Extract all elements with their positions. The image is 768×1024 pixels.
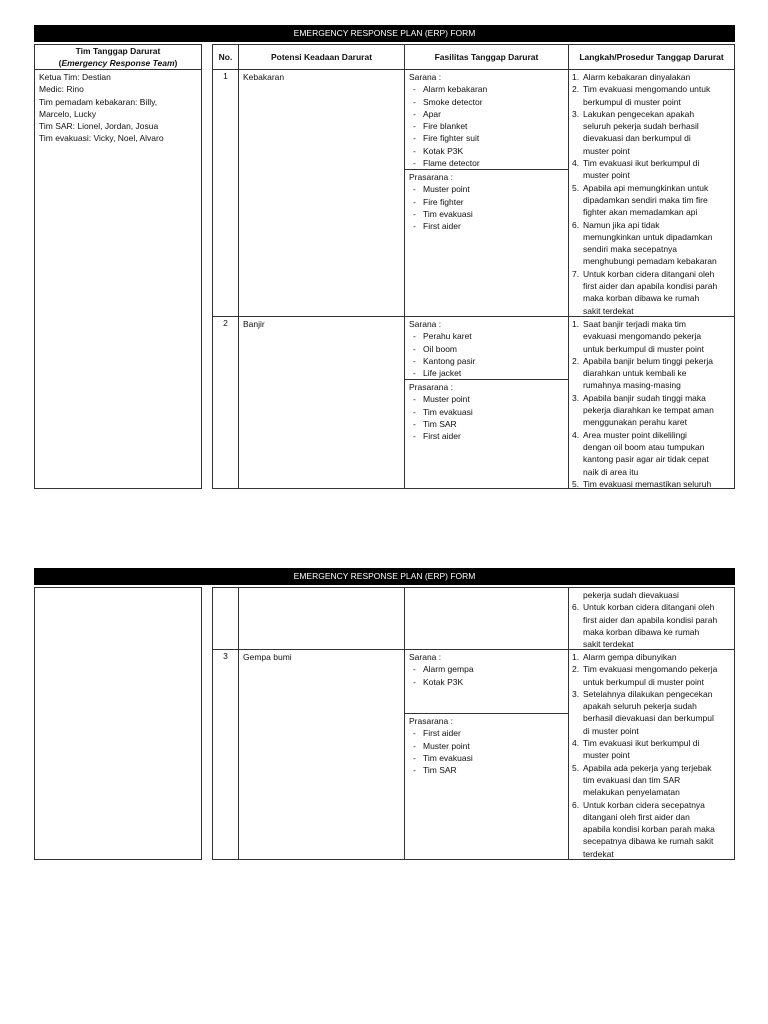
row-1-potensi: Kebakaran: [238, 69, 405, 317]
step-item: 6. Untuk korban cidera ditangani oleh first aider dan apabila kondisi parah maka korban dibawa ke rumah sakit terdekat: [572, 602, 718, 650]
row-3-no: 3: [212, 649, 239, 860]
team-line: Tim pemadam kebakaran: Billy,: [39, 96, 158, 107]
sarana-label: Sarana :: [409, 319, 442, 329]
team-line: Marcelo, Lucky: [39, 108, 97, 119]
step-item: 1. Alarm gempa dibunyikan: [572, 652, 677, 662]
row-1-langkah: [568, 69, 735, 317]
sarana-label: Sarana :: [409, 72, 442, 82]
prasarana-label: Prasarana :: [409, 382, 453, 392]
erp-form-page-2: [34, 568, 735, 860]
sarana-item: - Fire fighter suit: [409, 132, 564, 144]
sarana-item: - Kantong pasir: [409, 355, 564, 367]
sarana-item: - Life jacket: [409, 367, 564, 379]
row-2-fasilitas: [404, 316, 569, 489]
sarana-item: - Fire blanket: [409, 120, 564, 132]
prasarana-label: Prasarana :: [409, 716, 453, 726]
prasarana-item: - Tim SAR: [409, 418, 564, 430]
step-item: 3. Setelahnya dilakukan pengecekan apakah seluruh pekerja sudah berhasil dievakuasi dan berkumpul di muster point: [572, 688, 714, 736]
step-item: pekerja sudah dievakuasi: [583, 590, 679, 600]
prasarana-item: - First aider: [409, 220, 564, 232]
row-1-fasilitas: [404, 69, 569, 317]
team-continued: [34, 587, 202, 860]
step-item: 1. Alarm kebakaran dinyalakan: [572, 72, 691, 82]
prasarana-item: - First aider: [409, 727, 564, 739]
team-line: Tim SAR: Lionel, Jordan, Josua: [39, 121, 159, 132]
cont-no: [212, 587, 239, 650]
prasarana-item: - Tim SAR: [409, 764, 564, 776]
step-item: 5. Apabila api memungkinkan untuk dipadamkan sendiri maka tim fire fighter akan memadamkan api: [572, 182, 709, 218]
row-2-potensi: Banjir: [238, 316, 405, 489]
prasarana-item: - Tim evakuasi: [409, 752, 564, 764]
step-item: 6. Untuk korban cidera secepatnya ditangani oleh first aider dan apabila kondisi korban parah maka secepatnya dibawa ke rumah sakit terdekat: [572, 799, 715, 859]
step-item: 2. Tim evakuasi mengomando pekerja untuk berkumpul di muster point: [572, 664, 718, 687]
erp-form-page-1: [34, 25, 735, 489]
team-line: Tim evakuasi: Vicky, Noel, Alvaro: [39, 133, 164, 144]
prasarana-item: - Muster point: [409, 393, 564, 405]
step-item: 4. Tim evakuasi ikut berkumpul di muster point: [572, 738, 700, 761]
row-2-no: 2: [212, 316, 239, 489]
prasarana-item: - Fire fighter: [409, 196, 564, 208]
sarana-item: - Flame detector: [409, 157, 564, 169]
sarana-item: - Apar: [409, 108, 564, 120]
step-item: 3. Apabila banjir sudah tinggi maka pekerja diarahkan ke tempat aman menggunakan perahu karet: [572, 392, 714, 428]
form-title-bar: EMERGENCY RESPONSE PLAN (ERP) FORM: [34, 568, 735, 585]
sarana-label: Sarana :: [409, 652, 442, 662]
prasarana-item: - Muster point: [409, 183, 564, 195]
col-header-langkah: Langkah/Prosedur Tanggap Darurat: [568, 44, 735, 70]
team-header: [34, 44, 202, 70]
prasarana-item: - Muster point: [409, 740, 564, 752]
col-header-fasilitas: Fasilitas Tanggap Darurat: [404, 44, 569, 70]
row-2-langkah: [568, 316, 735, 489]
step-item: 2. Apabila banjir belum tinggi pekerja diarahkan untuk kembali ke rumahnya masing-masing: [572, 355, 713, 391]
step-item: 2. Tim evakuasi mengomando untuk berkumpul di muster point: [572, 84, 711, 107]
sarana-item: - Smoke detector: [409, 96, 564, 108]
team-header-line2: (Emergency Response Team): [58, 58, 178, 69]
row-1-no: 1: [212, 69, 239, 317]
sarana-item: - Kotak P3K: [409, 676, 564, 688]
row-3-potensi: Gempa bumi: [238, 649, 405, 860]
prasarana-item: - Tim evakuasi: [409, 208, 564, 220]
sarana-item: - Oil boom: [409, 343, 564, 355]
step-item: 5. Apabila ada pekerja yang terjebak tim evakuasi dan tim SAR melakukan penyelamatan: [572, 762, 712, 798]
step-item: 6. Namun jika api tidak memungkinkan untuk dipadamkan sendiri maka secepatnya menghubungi pemadam kebakaran: [572, 219, 717, 267]
prasarana-label: Prasarana :: [409, 172, 453, 182]
prasarana-item: - First aider: [409, 430, 564, 442]
sarana-item: - Perahu karet: [409, 330, 564, 342]
sarana-item: - Alarm gempa: [409, 663, 564, 675]
step-item: 1. Saat banjir terjadi maka tim evakuasi mengomando pekerja untuk berkumpul di muster point: [572, 319, 704, 354]
row-3-langkah: [568, 649, 735, 860]
team-header-english: Emergency Response Team: [61, 58, 175, 69]
team-line: Ketua Tim: Destian: [39, 72, 111, 82]
team-line: Medic: Rino: [39, 84, 84, 95]
cont-langkah: [568, 587, 735, 650]
step-item: 5. Tim evakuasi memastikan seluruh: [572, 478, 712, 489]
step-item: 3. Lakukan pengecekan apakah seluruh pekerja sudah berhasil dievakuasi dan berkumpul di muster point: [572, 108, 699, 156]
step-item: 7. Untuk korban cidera ditangani oleh first aider dan apabila kondisi parah maka korban dibawa ke rumah sakit terdekat: [572, 268, 718, 316]
step-item: 4. Tim evakuasi ikut berkumpul di muster point: [572, 158, 700, 181]
cont-fasilitas: [404, 587, 569, 650]
team-members: [34, 69, 202, 489]
sarana-item: - Kotak P3K: [409, 145, 564, 157]
step-item: 4. Area muster point dikelilingi dengan oil boom atau tumpukan kantong pasir agar air tidak cepat naik di area itu: [572, 429, 709, 477]
cont-potensi: [238, 587, 405, 650]
col-header-no: No.: [212, 44, 239, 70]
team-header-line1: Tim Tanggap Darurat: [75, 46, 161, 56]
sarana-item: - Alarm kebakaran: [409, 83, 564, 95]
col-header-potensi: Potensi Keadaan Darurat: [238, 44, 405, 70]
prasarana-item: - Tim evakuasi: [409, 406, 564, 418]
row-3-fasilitas: [404, 649, 569, 860]
form-title-bar: EMERGENCY RESPONSE PLAN (ERP) FORM: [34, 25, 735, 42]
